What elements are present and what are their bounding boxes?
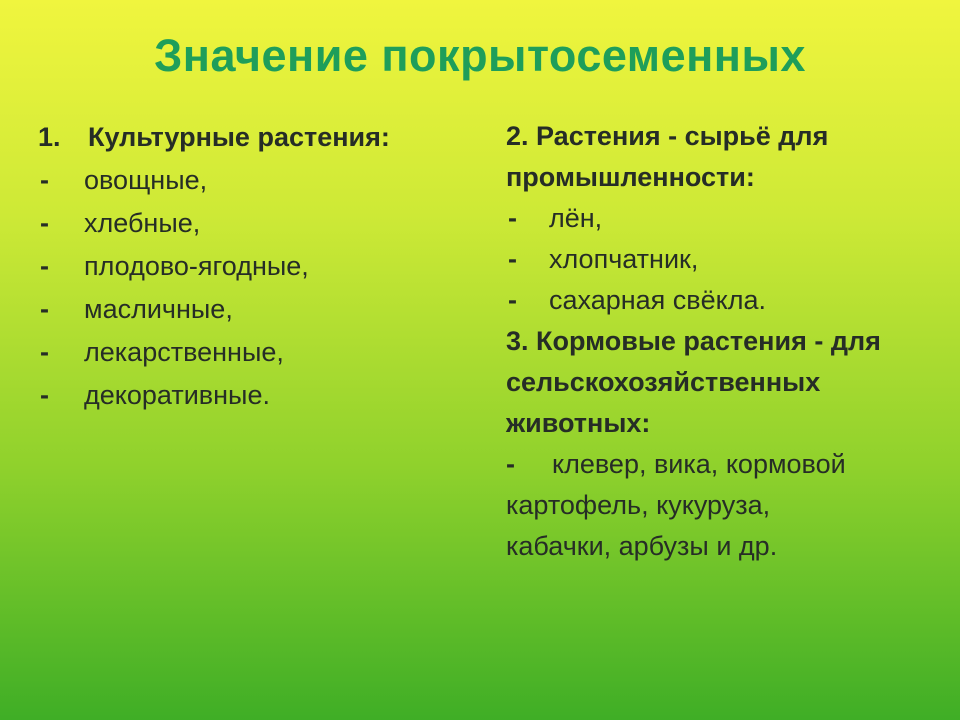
list-item-text: лекарственные,	[84, 337, 284, 367]
cultivated-plants-heading	[38, 116, 478, 159]
dash-bullet: -	[508, 203, 517, 233]
list-item-text: плодово-ягодные,	[84, 251, 309, 281]
industrial-plants-heading-line2: промышленности:	[506, 162, 755, 192]
dash-bullet: -	[40, 251, 49, 281]
list-item-text: овощные,	[84, 165, 208, 195]
fodder-text-line2: картофель, кукуруза,	[506, 490, 771, 520]
heading-number: 1.	[38, 122, 61, 152]
fodder-text: клевер, вика, кормовой	[552, 449, 846, 479]
list-item	[38, 374, 478, 417]
list-item	[506, 198, 946, 239]
fodder-plants-heading-line2: сельскохозяйственных	[506, 367, 821, 397]
heading-text: Культурные растения:	[88, 122, 390, 152]
list-item-text: лён,	[549, 203, 603, 233]
dash-bullet: -	[40, 380, 49, 410]
dash-bullet: -	[40, 337, 49, 367]
list-item-text: масличные,	[84, 294, 233, 324]
list-item	[506, 280, 946, 321]
list-item	[506, 239, 946, 280]
list-item-text: декоративные.	[84, 380, 270, 410]
dash-bullet: -	[508, 244, 517, 274]
fodder-text-line1	[506, 444, 946, 485]
right-column	[506, 116, 946, 567]
industrial-plants-heading-line1: 2. Растения - сырьё для	[506, 121, 829, 151]
dash-bullet: -	[40, 165, 49, 195]
dash-bullet: -	[40, 294, 49, 324]
list-item-text: хлопчатник,	[549, 244, 699, 274]
left-column	[38, 116, 478, 417]
list-item	[38, 331, 478, 374]
list-item	[38, 288, 478, 331]
fodder-plants-heading-line3: животных:	[506, 408, 651, 438]
fodder-text-line3: кабачки, арбузы и др.	[506, 531, 778, 561]
dash-bullet: -	[506, 449, 515, 479]
dash-bullet: -	[40, 208, 49, 238]
list-item-text: хлебные,	[84, 208, 201, 238]
list-item	[38, 202, 478, 245]
fodder-plants-heading-line1: 3. Кормовые растения - для	[506, 326, 881, 356]
slide-title: Значение покрытосеменных	[154, 30, 806, 81]
list-item	[38, 159, 478, 202]
list-item-text: сахарная свёкла.	[549, 285, 767, 315]
dash-bullet: -	[508, 285, 517, 315]
list-item	[38, 245, 478, 288]
